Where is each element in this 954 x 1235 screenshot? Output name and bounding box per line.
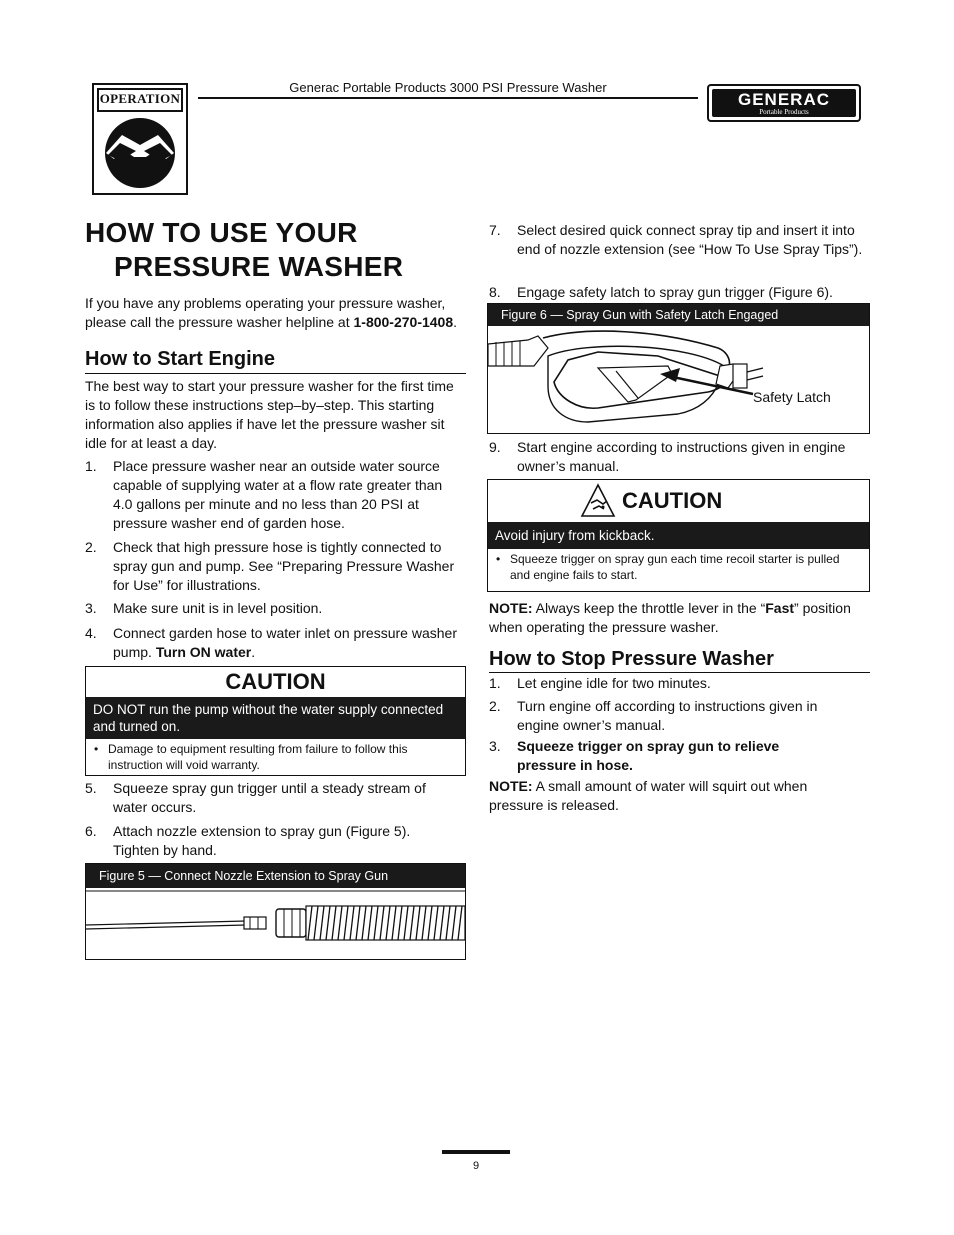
operation-hands-icon <box>100 115 180 191</box>
spray-gun-illustration <box>488 326 869 433</box>
intro-end: . <box>453 314 458 330</box>
figure-5-caption: Figure 5 — Connect Nozzle Extension to Spray Gun <box>86 864 465 888</box>
caution-bullet-text: Squeeze trigger on spray gun each time recoil starter is pulled and engine fails to start. <box>510 552 840 582</box>
note-water-squirt <box>489 777 849 815</box>
caution-band: Avoid injury from kickback. <box>488 522 869 549</box>
stop-heading: How to Stop Pressure Washer <box>489 648 774 670</box>
step-number: 3. <box>489 738 501 754</box>
step-text: Check that high pressure hose is tightly connected to spray gun and pump. See “Preparing Pressure Washer for Use” for illustrations. <box>113 539 455 593</box>
main-title-line-2: PRESSURE WASHER <box>114 251 404 282</box>
step-number: 8. <box>489 284 501 300</box>
step-number: 3. <box>85 600 97 616</box>
step-text-bold: Turn ON water <box>155 644 252 660</box>
header-title: Generac Portable Products 3000 PSI Pressure Washer <box>289 80 607 95</box>
intro-text: If you have any problems operating your pressure washer, please call the pressure washer helpline at <box>85 295 446 330</box>
step-text: Squeeze spray gun trigger until a steady stream of water occurs. <box>113 780 426 815</box>
caution-box-kickback <box>487 479 870 592</box>
step-text: Attach nozzle extension to spray gun (Figure 5). Tighten by hand. <box>113 823 411 858</box>
step-number: 9. <box>489 439 501 455</box>
step-number: 4. <box>85 625 97 641</box>
note-text-2: ” position when operating the pressure washer. <box>489 600 851 635</box>
step-text: Start engine according to instructions given in engine owner’s manual. <box>517 439 846 474</box>
step-text: Engage safety latch to spray gun trigger (Figure 6). <box>517 284 833 300</box>
step-number: 1. <box>489 675 501 691</box>
note-label: NOTE: <box>489 778 533 794</box>
helpline-phone: 1-800-270-1408 <box>353 314 454 330</box>
figure-6 <box>487 303 870 434</box>
intro-paragraph <box>85 294 465 332</box>
step-number: 6. <box>85 823 97 839</box>
start-engine-heading: How to Start Engine <box>85 348 275 370</box>
step-text: Let engine idle for two minutes. <box>517 675 711 691</box>
page-number-bar <box>442 1150 510 1154</box>
caution-title: CAUTION <box>622 488 723 513</box>
step-number: 1. <box>85 458 97 474</box>
bullet-dot: • <box>94 742 99 756</box>
nozzle-extension-illustration <box>86 888 465 959</box>
caution-box-water <box>85 666 466 776</box>
start-engine-rule <box>85 373 466 374</box>
caution-title: CAUTION <box>225 669 326 694</box>
main-title-line-1: HOW TO USE YOUR <box>85 217 358 248</box>
logo-word: GENERAC <box>737 90 830 109</box>
start-engine-intro: The best way to start your pressure washer for the first time is to follow these instructions step–by–step. This starting information also applies if have let the pressure washer sit idle for at least a day. <box>85 378 454 451</box>
logo-subtitle: Portable Products <box>759 108 809 116</box>
generac-logo <box>707 84 861 122</box>
caution-bullet <box>86 739 465 773</box>
step-text-end: . <box>251 644 256 660</box>
note-label: NOTE: <box>489 600 533 616</box>
operation-badge <box>92 83 188 195</box>
header-rule <box>198 97 698 99</box>
kickback-warning-icon <box>580 483 616 519</box>
step-text: Turn engine off according to instructions given in engine owner’s manual. <box>517 698 818 733</box>
step-text-part: Connect garden hose to water inlet on pressure washer pump. <box>113 625 457 660</box>
operation-label: OPERATION <box>97 88 183 112</box>
stop-rule <box>489 672 870 673</box>
figure-5 <box>85 863 466 960</box>
note-text: A small amount of water will squirt out when pressure is released. <box>489 778 808 813</box>
caution-header <box>488 480 869 522</box>
step-text <box>113 624 458 662</box>
figure-6-caption: Figure 6 — Spray Gun with Safety Latch Engaged <box>488 304 869 326</box>
step-number: 2. <box>85 539 97 555</box>
caution-bullet-text: Damage to equipment resulting from failure to follow this instruction will void warranty. <box>108 742 408 772</box>
safety-latch-label: Safety Latch <box>753 389 831 405</box>
step-number: 7. <box>489 222 501 238</box>
note-throttle <box>489 599 859 637</box>
step-number: 2. <box>489 698 501 714</box>
note-bold: Fast <box>765 600 795 616</box>
step-number: 5. <box>85 780 97 796</box>
caution-bullet <box>488 549 869 583</box>
page-number: 9 <box>472 1160 480 1172</box>
step-text: Select desired quick connect spray tip and insert it into end of nozzle extension (see “How To Use Spray Tips”). <box>517 222 863 257</box>
note-text-1: Always keep the throttle lever in the “ <box>532 600 766 616</box>
step-text: Place pressure washer near an outside water source capable of supplying water at a flow rate greater than 4.0 gallons per minute and no less than 20 PSI at pressure washer end of garden hose. <box>113 458 443 531</box>
caution-band: DO NOT run the pump without the water supply connected and turned on. <box>86 697 465 739</box>
step-text: Make sure unit is in level position. <box>113 600 323 616</box>
bullet-dot: • <box>496 552 501 566</box>
step-text: Squeeze trigger on spray gun to relieve pressure in hose. <box>517 738 780 773</box>
